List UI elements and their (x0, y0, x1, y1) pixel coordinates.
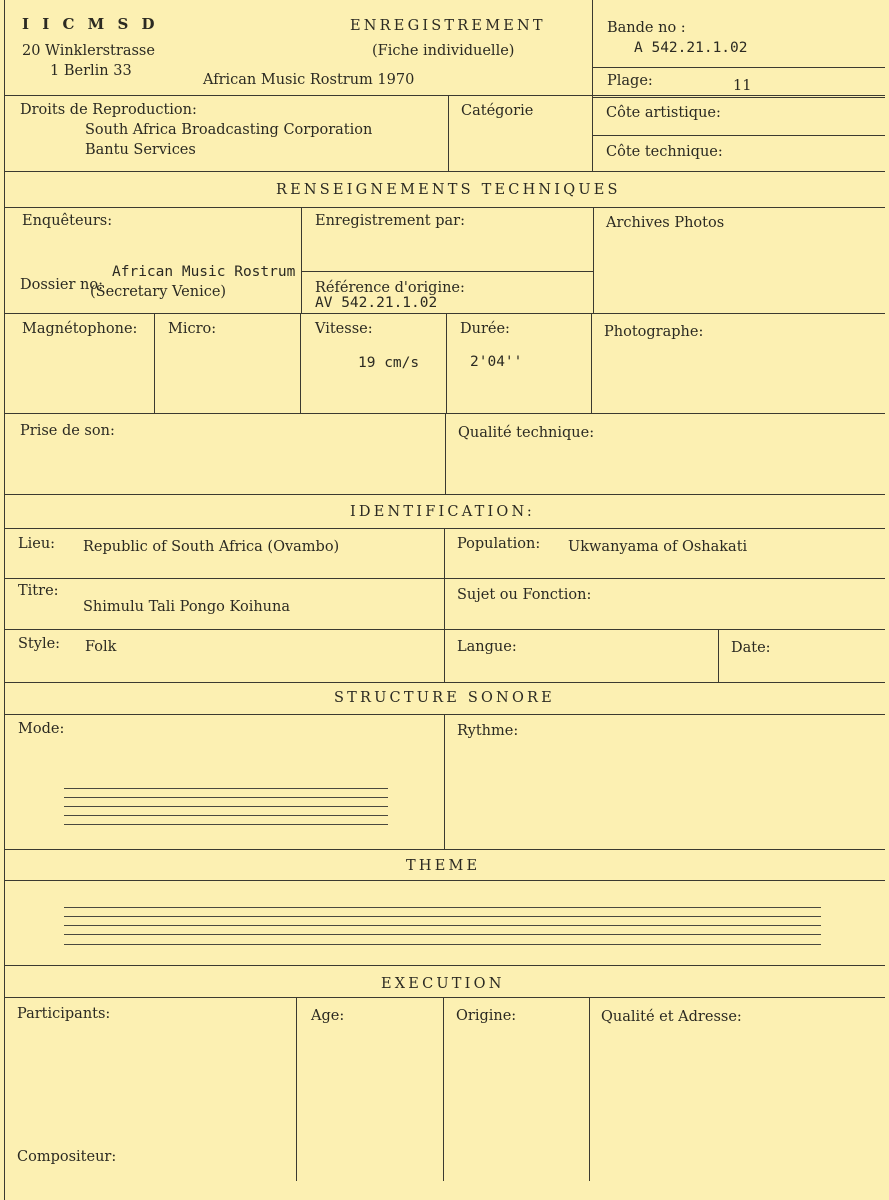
lieu-label: Lieu: (18, 536, 56, 552)
dossier-label: Dossier no: (20, 277, 103, 293)
structure-bottom-rule (4, 849, 885, 850)
participants-divider (296, 997, 297, 1181)
duree-label: Durée: (460, 321, 510, 337)
style-value: Folk (85, 639, 117, 655)
mode-staff-line (64, 815, 388, 816)
archives-photos-label: Archives Photos (606, 215, 725, 231)
titre-value: Shimulu Tali Pongo Koihuna (83, 599, 290, 615)
age-label: Age: (311, 1008, 345, 1024)
age-divider (443, 997, 444, 1181)
duree-value: 2'04'' (470, 354, 523, 370)
micro-divider (300, 313, 301, 413)
plage-bottom-rule (592, 97, 885, 98)
titre-label: Titre: (18, 583, 59, 599)
magnetophone-divider (154, 313, 155, 413)
sujet-label: Sujet ou Fonction: (457, 587, 592, 603)
magnetophone-label: Magnétophone: (22, 321, 138, 337)
photographe-label: Photographe: (604, 324, 704, 340)
address-city: 1 Berlin 33 (50, 63, 132, 79)
archives-divider (593, 207, 594, 313)
vitesse-value: 19 cm/s (358, 355, 420, 371)
theme-bottom-rule (4, 965, 885, 966)
form-title: ENREGISTREMENT (350, 18, 546, 34)
bande-plage-divider (592, 67, 885, 68)
theme-staff-line (64, 907, 821, 908)
mode-label: Mode: (18, 721, 65, 737)
form-subtitle: (Fiche individuelle) (372, 43, 515, 59)
duree-divider (591, 313, 592, 413)
technical-heading-rule (4, 207, 885, 208)
categorie-label: Catégorie (461, 103, 534, 119)
identification-heading: IDENTIFICATION: (350, 504, 535, 520)
technical-mid-rule (4, 313, 885, 314)
style-label: Style: (18, 636, 61, 652)
prise-de-son-label: Prise de son: (20, 423, 115, 439)
execution-heading-rule (4, 997, 885, 998)
theme-heading: THEME (406, 858, 481, 874)
rights-label: Droits de Reproduction: (20, 102, 197, 118)
qualite-technique-label: Qualité technique: (458, 425, 595, 441)
lieu-bottom-rule (4, 578, 885, 579)
left-border (4, 0, 5, 1200)
plage-label: Plage: (607, 73, 653, 89)
rights-bottom-rule (4, 171, 885, 172)
theme-staff-line (64, 925, 821, 926)
theme-staff-line (64, 944, 821, 945)
participants-label: Participants: (17, 1006, 111, 1022)
origine-divider (589, 997, 590, 1181)
theme-staff-line (64, 934, 821, 935)
header-divider (592, 0, 593, 96)
theme-heading-rule (4, 880, 885, 881)
mode-staff-line (64, 797, 388, 798)
date-label: Date: (731, 640, 771, 656)
reference-value: AV 542.21.1.02 (315, 295, 438, 311)
rythme-label: Rythme: (457, 723, 519, 739)
population-label: Population: (457, 536, 541, 552)
population-value: Ukwanyama of Oshakati (568, 539, 748, 555)
institute-logo: I I C M S D (22, 15, 159, 33)
plage-value: 11 (733, 78, 752, 94)
theme-staff-line (64, 916, 821, 917)
dossier-value-line-2: (Secretary Venice) (90, 284, 227, 300)
mode-staff-line (64, 824, 388, 825)
cote-mid-rule (592, 135, 885, 136)
date-divider (718, 629, 719, 682)
categorie-divider (448, 96, 449, 171)
vitesse-label: Vitesse: (315, 321, 373, 337)
titre-bottom-rule (4, 629, 885, 630)
mode-staff-line (64, 806, 388, 807)
identification-divider (444, 528, 445, 682)
cote-divider (592, 96, 593, 171)
compositeur-label: Compositeur: (17, 1149, 117, 1165)
dossier-value-line-1: African Music Rostrum (112, 264, 296, 280)
reference-label: Référence d'origine: (315, 280, 465, 296)
cote-technique-label: Côte technique: (606, 144, 723, 160)
lieu-value: Republic of South Africa (Ovambo) (83, 539, 340, 555)
langue-label: Langue: (457, 639, 517, 655)
prise-divider (445, 413, 446, 494)
bande-label: Bande no : (607, 20, 686, 36)
bande-value: A 542.21.1.02 (634, 40, 748, 56)
enregistrement-label: Enregistrement par: (315, 213, 465, 229)
rights-line-2: Bantu Services (85, 142, 196, 158)
mode-staff-line (64, 788, 388, 789)
mode-divider (444, 714, 445, 850)
enqueteurs-label: Enquêteurs: (22, 213, 113, 229)
prise-bottom-rule (4, 494, 885, 495)
cote-artistique-label: Côte artistique: (606, 105, 721, 121)
enquete-divider (301, 207, 302, 313)
origine-label: Origine: (456, 1008, 517, 1024)
vitesse-divider (446, 313, 447, 413)
micro-label: Micro: (168, 321, 217, 337)
reference-top-rule (301, 271, 593, 272)
technical-heading: RENSEIGNEMENTS TECHNIQUES (276, 182, 621, 198)
structure-heading: STRUCTURE SONORE (334, 690, 555, 706)
address-street: 20 Winklerstrasse (22, 43, 155, 59)
execution-heading: EXECUTION (381, 976, 505, 992)
rights-line-1: South Africa Broadcasting Corporation (85, 122, 373, 138)
style-bottom-rule (4, 682, 885, 683)
qualite-adresse-label: Qualité et Adresse: (601, 1009, 742, 1025)
collection-name: African Music Rostrum 1970 (203, 72, 415, 88)
